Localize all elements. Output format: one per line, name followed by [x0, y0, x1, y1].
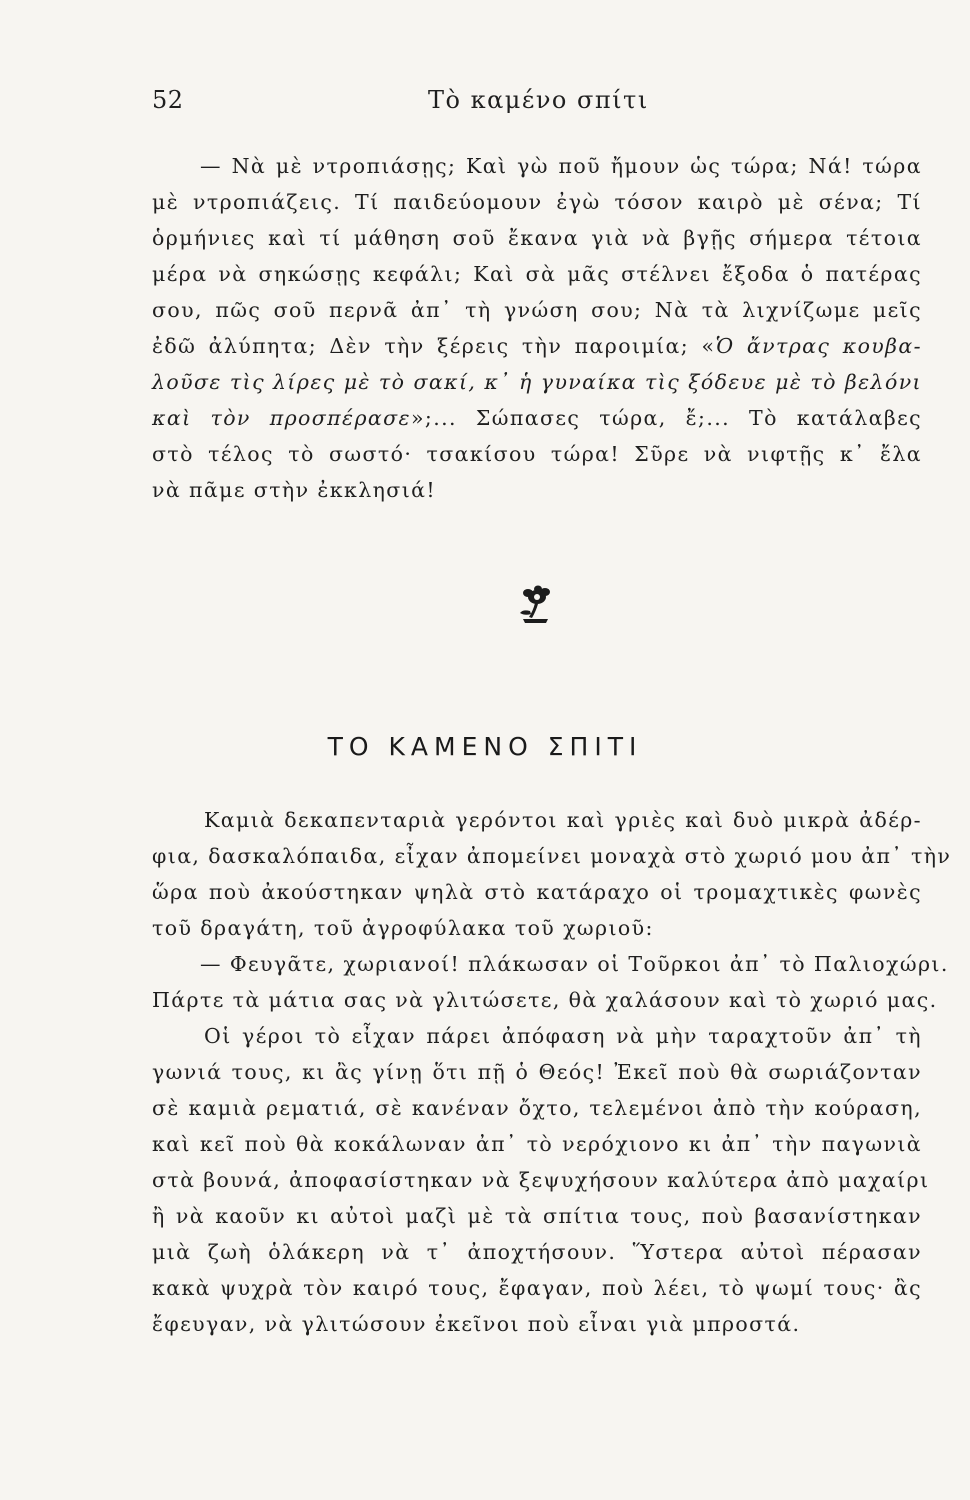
page-number: 52 — [152, 86, 184, 114]
text-line: μέρα νὰ σηκώσῃς κεφάλι; Καὶ σὰ μᾶς στέλνει ἔξοδα ὁ πατέρας — [152, 262, 922, 286]
proverb-italic: Ὁ ἄντρας κουβα- — [715, 334, 922, 358]
text-line: νὰ πᾶμε στὴν ἐκκλησιά! — [152, 478, 437, 502]
flower-ornament-icon — [515, 583, 555, 631]
text-line: τοῦ δραγάτη, τοῦ ἀγροφύλακα τοῦ χωριοῦ: — [152, 916, 654, 940]
text-line: στὸ τέλος τὸ σωστό· τσακίσου τώρα! Σῦρε νὰ νιφτῇς κ᾽ ἔλα — [152, 442, 922, 466]
text-line: μὲ ντροπιάζεις. Τί παιδεύομουν ἐγὼ τόσον καιρὸ μὲ σένα; Τί — [152, 190, 922, 214]
text-line: σου, πῶς σοῦ περνᾶ ἀπ᾽ τὴ γνώση σου; Νὰ τὰ λιχνίζωμε μεῖς — [152, 298, 922, 322]
text-line: φια, δασκαλόπαιδα, εἶχαν ἀπομείνει μοναχὰ στὸ χωριό μου ἀπ᾽ τὴν — [152, 844, 952, 868]
text-line: γωνιά τους, κι ἂς γίνῃ ὅτι πῇ ὁ Θεός! Ἐκεῖ ποὺ θὰ σωριάζονταν — [152, 1060, 922, 1084]
chapter-text — [152, 802, 952, 1342]
text-line: μιὰ ζωὴ ὁλάκερη νὰ τ᾽ ἀποχτήσουν. Ὕστερα αὐτοὶ πέρασαν — [152, 1240, 922, 1264]
text-line: — Φευγᾶτε, χωριανοί! πλάκωσαν οἱ Τοῦρκοι ἀπ᾽ τὸ Παλιοχώρι. — [200, 952, 949, 976]
text-line: ἔφευγαν, νὰ γλιτώσουν ἐκεῖνοι ποὺ εἶναι γιὰ μπροστά. — [152, 1312, 801, 1336]
text-line: κακὰ ψυχρὰ τὸν καιρό τους, ἔφαγαν, ποὺ λέει, τὸ ψωμί τους· ἂς — [152, 1276, 922, 1300]
text-run: ἐδῶ ἀλύπητα; Δὲν τὴν ξέρεις τὴν παροιμία; « — [152, 334, 716, 358]
text-line: καὶ κεῖ ποὺ θὰ κοκάλωναν ἀπ᾽ τὸ νερόχιονο κι ἀπ᾽ τὴν παγωνιὰ — [152, 1132, 922, 1156]
section-title: ΤΟ ΚΑΜΕΝΟ ΣΠΙΤΙ — [327, 732, 643, 761]
text-line: ὥρα ποὺ ἀκούστηκαν ψηλὰ στὸ κατάραχο οἱ τρομαχτικὲς φωνὲς — [152, 880, 922, 904]
text-run: »;... Σώπασες τώρα, ἔ;... Τὸ κατάλαβες — [410, 406, 922, 430]
text-line — [152, 328, 922, 364]
text-line: — Νὰ μὲ ντροπιάσῃς; Καὶ γὼ ποῦ ἤμουν ὡς τώρα; Νά! τώρα — [200, 154, 922, 178]
text-line: Πάρτε τὰ μάτια σας νὰ γλιτώσετε, θὰ χαλάσουν καὶ τὸ χωριό μας. — [152, 988, 938, 1012]
text-line — [152, 400, 922, 436]
text-line: σὲ καμιὰ ρεματιά, σὲ κανέναν ὄχτο, τελεμένοι ἀπὸ τὴν κούραση, — [152, 1096, 922, 1120]
proverb-italic: λοῦσε τὶς λίρες μὲ τὸ σακί, κ᾽ ἡ γυναίκα τὶς ξόδευε μὲ τὸ βελόνι — [152, 370, 922, 394]
text-line: στὰ βουνά, ἀποφασίστηκαν νὰ ξεψυχήσουν καλύτερα ἀπὸ μαχαίρι — [152, 1168, 930, 1192]
dialogue-passage — [152, 148, 922, 508]
running-title: Τὸ καμένο σπίτι — [428, 86, 649, 114]
text-line: Καμιὰ δεκαπενταριὰ γερόντοι καὶ γριὲς καὶ δυὸ μικρὰ ἀδέρ- — [204, 808, 922, 832]
text-line: ὁρμήνιες καὶ τί μάθηση σοῦ ἔκανα γιὰ νὰ βγῇς σήμερα τέτοια — [152, 226, 922, 250]
text-line: ἢ νὰ καοῦν κι αὐτοὶ μαζὶ μὲ τὰ σπίτια τους, ποὺ βασανίστηκαν — [152, 1204, 922, 1228]
text-line: Οἱ γέροι τὸ εἶχαν πάρει ἀπόφαση νὰ μὴν ταραχτοῦν ἀπ᾽ τὴ — [204, 1024, 922, 1048]
proverb-italic: καὶ τὸν προσπέρασε — [152, 406, 411, 430]
